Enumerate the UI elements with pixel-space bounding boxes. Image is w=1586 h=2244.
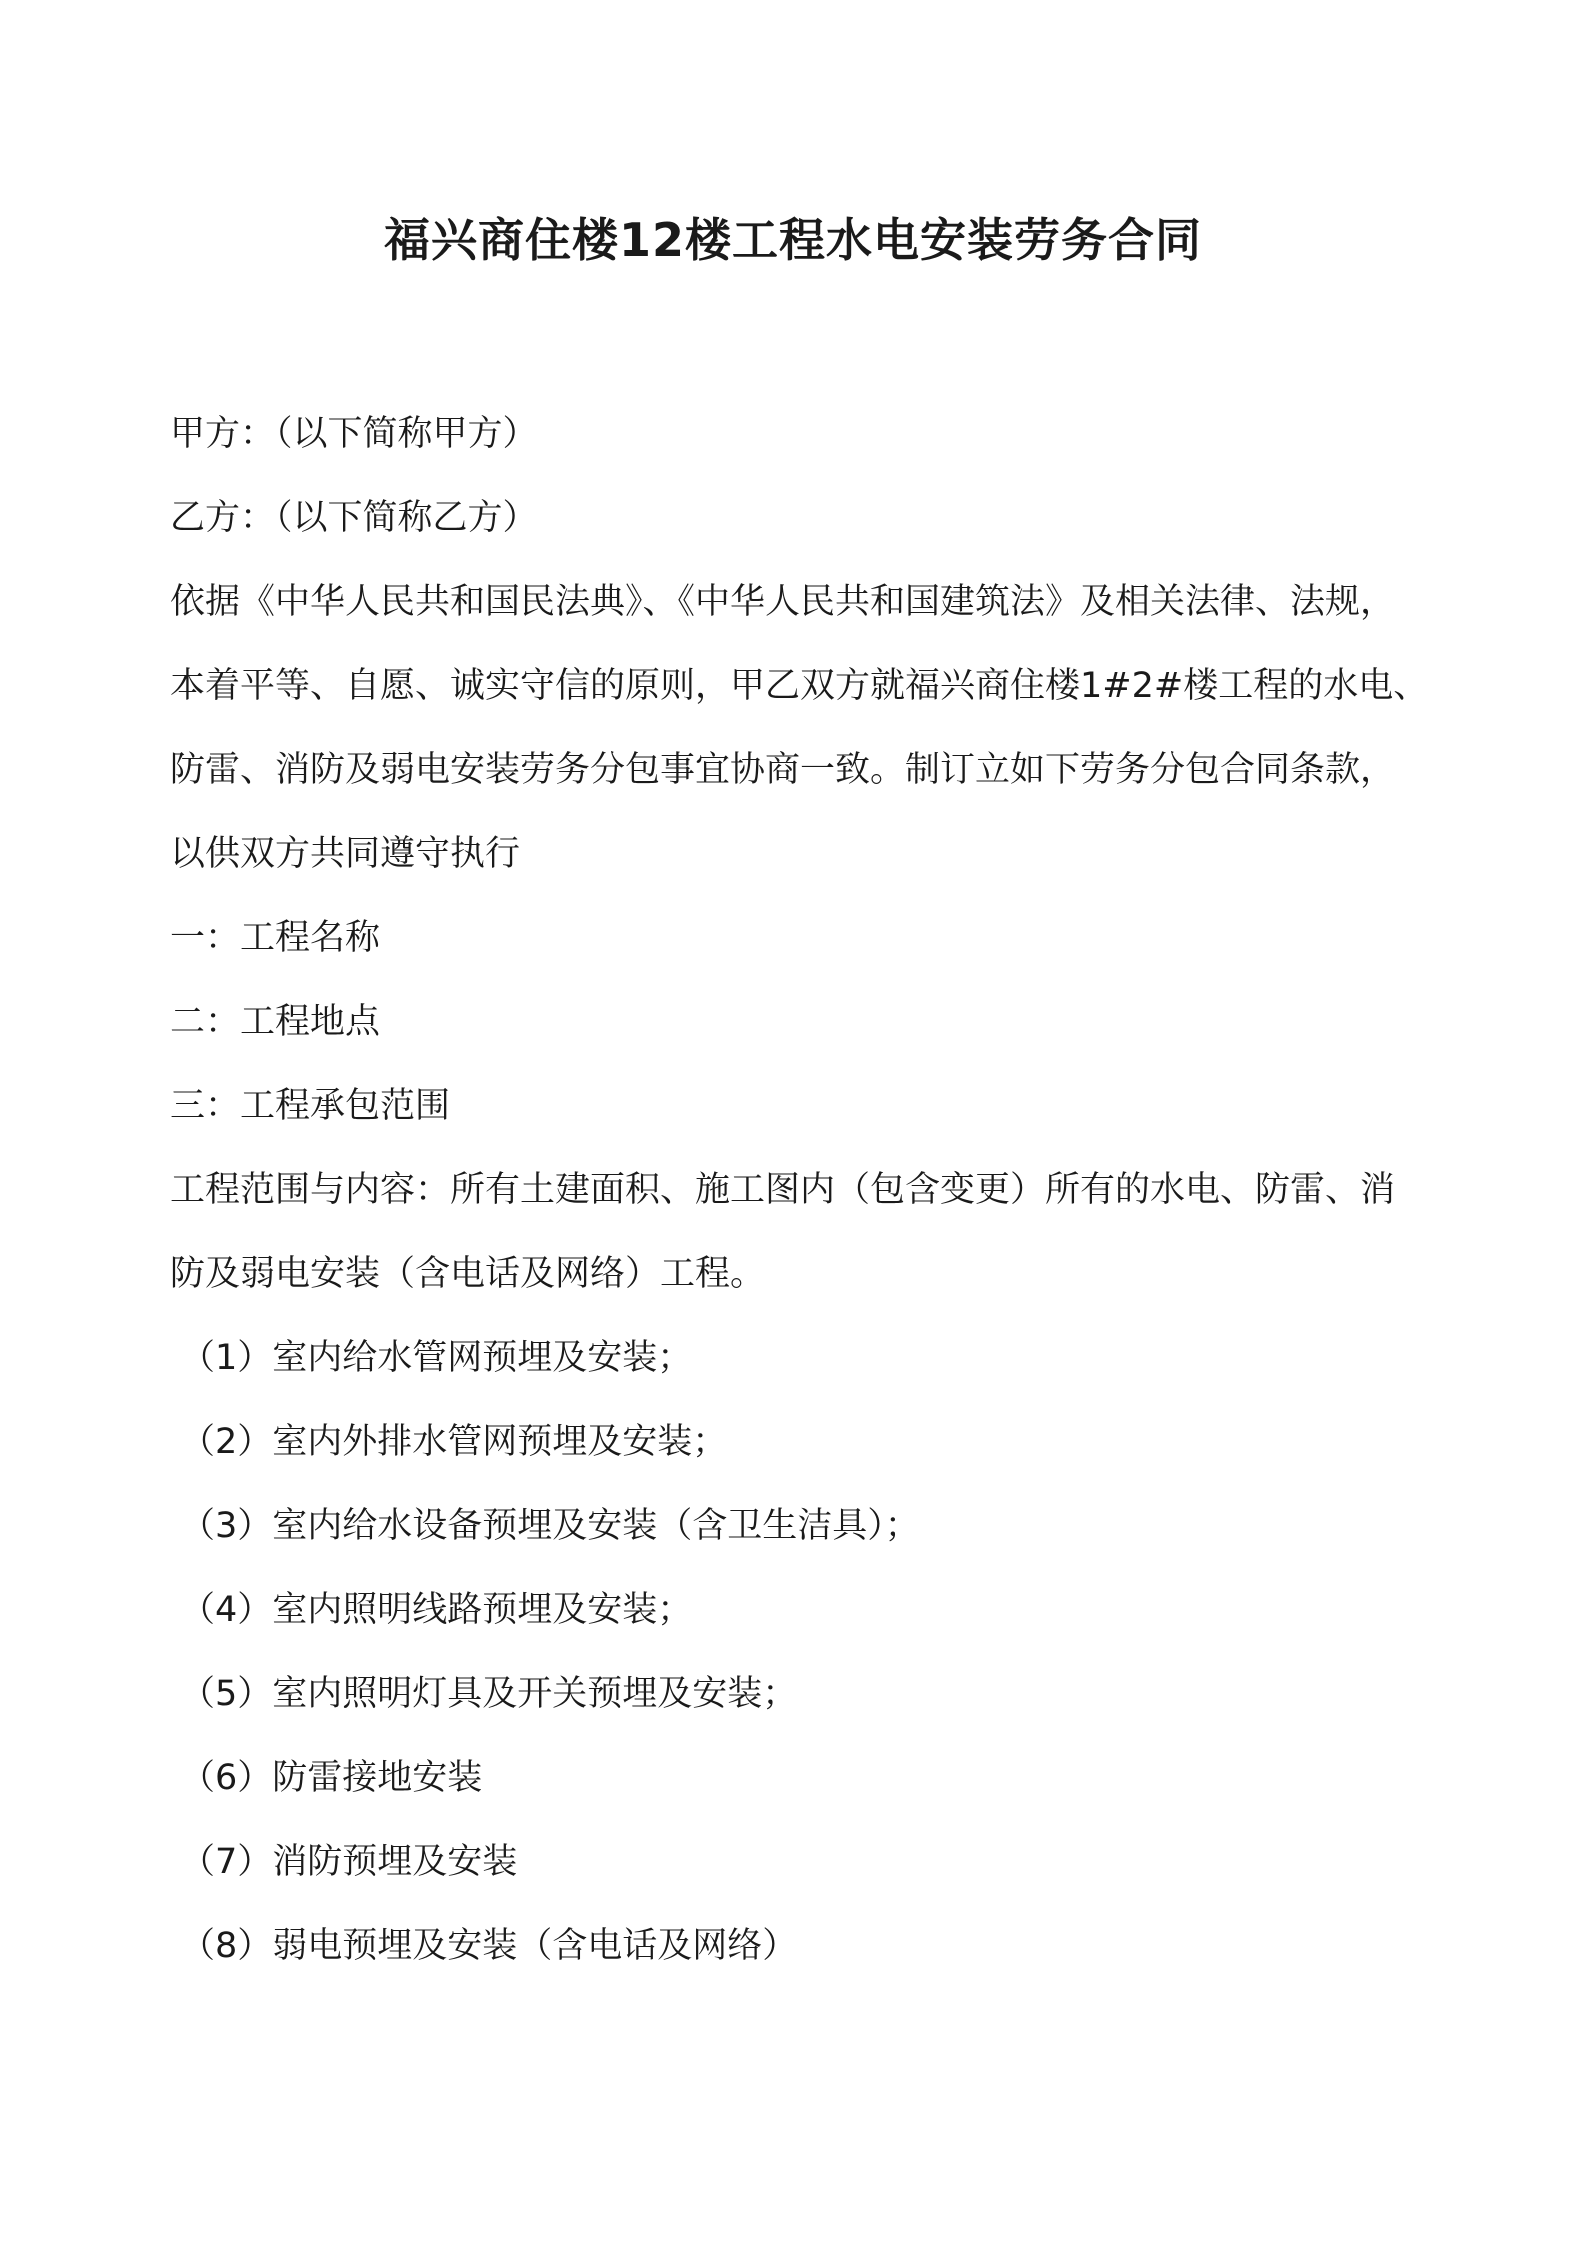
section-heading-project-location: 二：工程地点	[170, 1002, 381, 1042]
section-heading-project-name: 一：工程名称	[170, 918, 381, 958]
scope-list-item: （2）室内外排水管网预埋及安装；	[180, 1422, 728, 1462]
scope-line: 防及弱电安装（含电话及网络）工程。	[170, 1254, 766, 1294]
preamble-line: 依据《中华人民共和国民法典》、《中华人民共和国建筑法》及相关法律、法规，	[170, 582, 1396, 622]
scope-list-item: （1）室内给水管网预埋及安装；	[180, 1338, 693, 1378]
preamble-line: 以供双方共同遵守执行	[170, 834, 521, 874]
scope-line: 工程范围与内容：所有土建面积、施工图内（包含变更）所有的水电、防雷、消	[170, 1170, 1396, 1210]
scope-list-item: （5）室内照明灯具及开关预埋及安装；	[180, 1674, 798, 1714]
scope-list-item: （6）防雷接地安装	[180, 1758, 483, 1798]
scope-list-item: （8）弱电预埋及安装（含电话及网络）	[180, 1926, 798, 1966]
section-heading-contract-scope: 三：工程承包范围	[170, 1086, 451, 1126]
preamble-line: 防雷、消防及弱电安装劳务分包事宜协商一致。制订立如下劳务分包合同条款，	[170, 750, 1396, 790]
document-title: 福兴商住楼12楼工程水电安装劳务合同	[383, 213, 1202, 267]
party-a-line: 甲方：（以下简称甲方）	[170, 414, 538, 454]
preamble-line: 本着平等、自愿、诚实守信的原则，甲乙双方就福兴商住楼1#2#楼工程的水电、	[170, 666, 1429, 706]
scope-list-item: （7）消防预埋及安装	[180, 1842, 518, 1882]
scope-list-item: （3）室内给水设备预埋及安装（含卫生洁具）；	[180, 1506, 920, 1546]
party-b-line: 乙方：（以下简称乙方）	[170, 498, 538, 538]
scope-list-item: （4）室内照明线路预埋及安装；	[180, 1590, 693, 1630]
